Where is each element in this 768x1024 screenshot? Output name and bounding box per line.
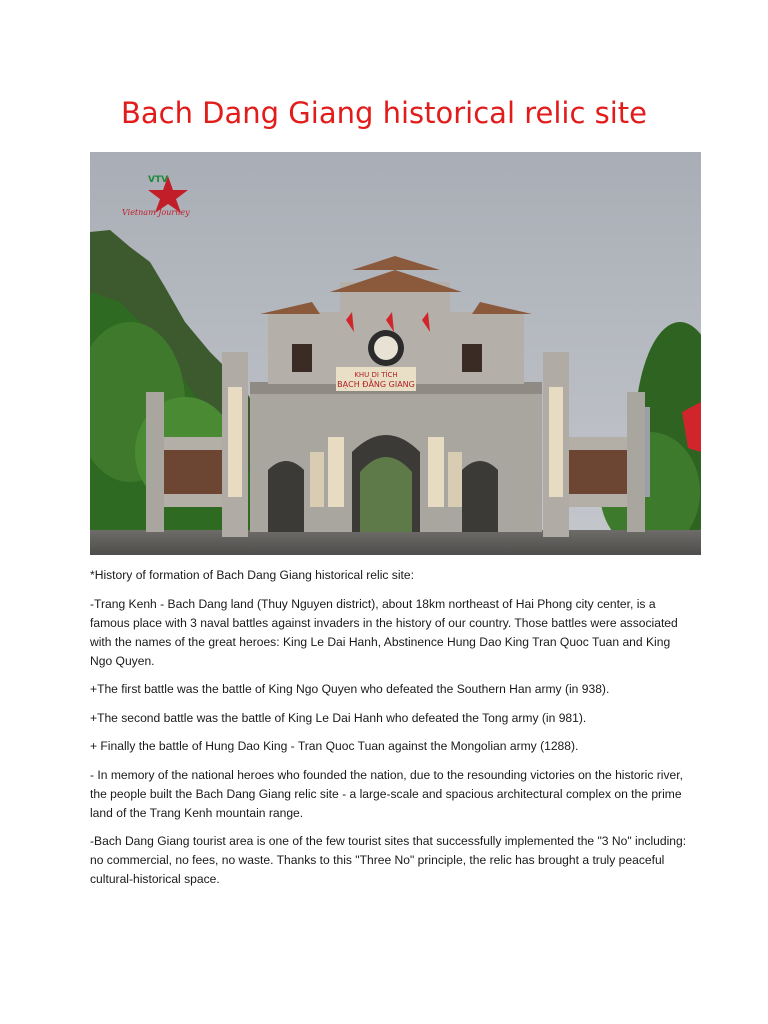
paragraph: +The first battle was the battle of King Ngo Quyen who defeated the Southern Han army (in 938).: [90, 682, 610, 696]
paragraph: -Trang Kenh - Bach Dang land (Thuy Nguyen district), about 18km northeast of Hai Phong city center, is a famous place with 3 naval battles against invaders in the history of our country. Those battles were associated with the names of the great heroes: King Le Dai Hanh, Abstinence Hung Dao King Tran Quoc Tuan and King Ngo Quyen.: [90, 596, 678, 668]
article-body: [90, 566, 690, 899]
relic-gate-photo: [90, 152, 701, 555]
paragraph: + Finally the battle of Hung Dao King - Tran Quoc Tuan against the Mongolian army (1288).: [90, 739, 579, 753]
logo-text: Vietnam Journey: [122, 208, 190, 217]
page-title: Bach Dang Giang historical relic site: [120, 96, 648, 130]
paragraph: -Bach Dang Giang tourist area is one of the few tourist sites that successfully implemented the "3 No" including: no commercial, no fees, no waste. Thanks to this "Three No" principle, the relic has brought a truly peaceful cultural-historical space.: [90, 834, 687, 886]
logo-mark: VTV: [148, 175, 169, 185]
paragraph: - In memory of the national heroes who founded the nation, due to the resounding victories on the historic river, the people built the Bach Dang Giang relic site - a large-scale and spacious architectural complex on the prime land of the Trang Kenh mountain range.: [90, 767, 683, 820]
paragraph: +The second battle was the battle of King Le Dai Hanh who defeated the Tong army (in 981).: [90, 710, 587, 725]
gate-sign-line2: BẠCH ĐẰNG GIANG: [337, 380, 415, 389]
paragraph: *History of formation of Bach Dang Giang historical relic site:: [90, 568, 414, 582]
gate-sign-line1: KHU DI TÍCH: [354, 371, 398, 379]
